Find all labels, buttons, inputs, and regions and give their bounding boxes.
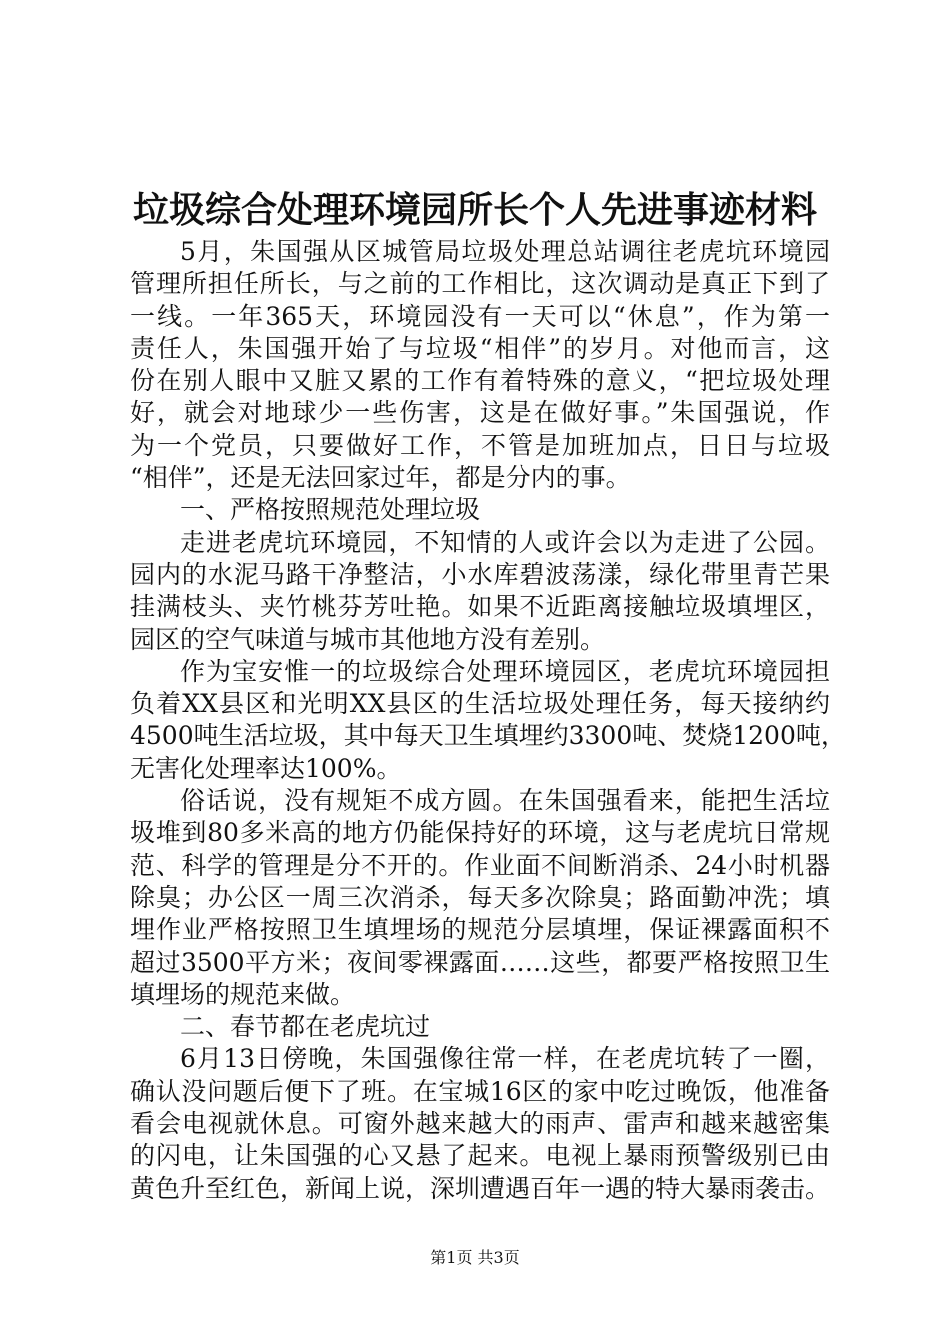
text-line: 一、严格按照规范处理垃圾 bbox=[180, 495, 481, 525]
text-line: 除臭；办公区一周三次消杀，每天多次除臭；路面勤冲洗；填 bbox=[130, 882, 830, 912]
text-line: 6月13日傍晚，朱国强像往常一样，在老虎坑转了一圈， bbox=[180, 1044, 830, 1074]
text-line: 4500吨生活垃圾，其中每天卫生填埋约3300吨、焚烧1200吨， bbox=[130, 721, 846, 751]
text-line: 埋作业严格按照卫生填埋场的规范分层填埋，保证裸露面积不 bbox=[130, 915, 830, 945]
text-line: 俗话说，没有规矩不成方圆。在朱国强看来，能把生活垃 bbox=[180, 786, 830, 816]
text-line: 一线。一年365天，环境园没有一天可以“休息”，作为第一 bbox=[130, 301, 830, 331]
document-body bbox=[130, 236, 846, 1205]
text-line: 超过3500平方米；夜间零裸露面……这些，都要严格按照卫生 bbox=[130, 947, 830, 977]
text-line: 责任人，朱国强开始了与垃圾“相伴”的岁月。对他而言，这 bbox=[130, 333, 830, 363]
text-line: 园内的水泥马路干净整洁，小水库碧波荡漾，绿化带里青芒果 bbox=[130, 559, 830, 589]
text-line: 二、春节都在老虎坑过 bbox=[180, 1012, 431, 1042]
text-line: 确认没问题后便下了班。在宝城16区的家中吃过晚饭，他准备 bbox=[130, 1076, 830, 1106]
text-line: 5月，朱国强从区城管局垃圾处理总站调往老虎坑环境园 bbox=[180, 237, 830, 266]
text-line: 填埋场的规范来做。 bbox=[130, 979, 356, 1009]
text-line: 负着XX县区和光明XX县区的生活垃圾处理任务，每天接纳约 bbox=[130, 689, 830, 719]
text-line: 圾堆到80多米高的地方仍能保持好的环境，这与老虎坑日常规 bbox=[130, 818, 830, 848]
text-line: 的闪电，让朱国强的心又悬了起来。电视上暴雨预警级别已由 bbox=[130, 1141, 830, 1171]
text-line: 范、科学的管理是分不开的。作业面不间断消杀、24小时机器 bbox=[130, 850, 830, 880]
text-line: 走进老虎坑环境园，不知情的人或许会以为走进了公园。 bbox=[180, 527, 830, 557]
text-line: 无害化处理率达100%。 bbox=[130, 753, 402, 783]
text-line: 好，就会对地球少一些伤害，这是在做好事。”朱国强说，作 bbox=[130, 398, 830, 428]
page-number-footer: 第1页 共3页 bbox=[430, 1248, 520, 1267]
text-line: 黄色升至红色，新闻上说，深圳遭遇百年一遇的特大暴雨袭击。 bbox=[130, 1173, 831, 1203]
text-line: 份在别人眼中又脏又累的工作有着特殊的意义，“把垃圾处理 bbox=[130, 366, 830, 396]
document-title: 垃圾综合处理环境园所长个人先进事迹材料 bbox=[132, 189, 817, 231]
text-line: “相伴”，还是无法回家过年，都是分内的事。 bbox=[130, 463, 631, 493]
text-line: 为一个党员，只要做好工作，不管是加班加点，日日与垃圾 bbox=[130, 430, 830, 460]
text-line: 看会电视就休息。可窗外越来越大的雨声、雷声和越来越密集 bbox=[130, 1109, 830, 1139]
text-line: 挂满枝头、夹竹桃芬芳吐艳。如果不近距离接触垃圾填埋区， bbox=[130, 592, 830, 622]
text-line: 园区的空气味道与城市其他地方没有差别。 bbox=[130, 624, 606, 654]
text-line: 管理所担任所长，与之前的工作相比，这次调动是真正下到了 bbox=[130, 269, 830, 299]
text-line: 作为宝安惟一的垃圾综合处理环境园区，老虎坑环境园担 bbox=[180, 656, 830, 686]
